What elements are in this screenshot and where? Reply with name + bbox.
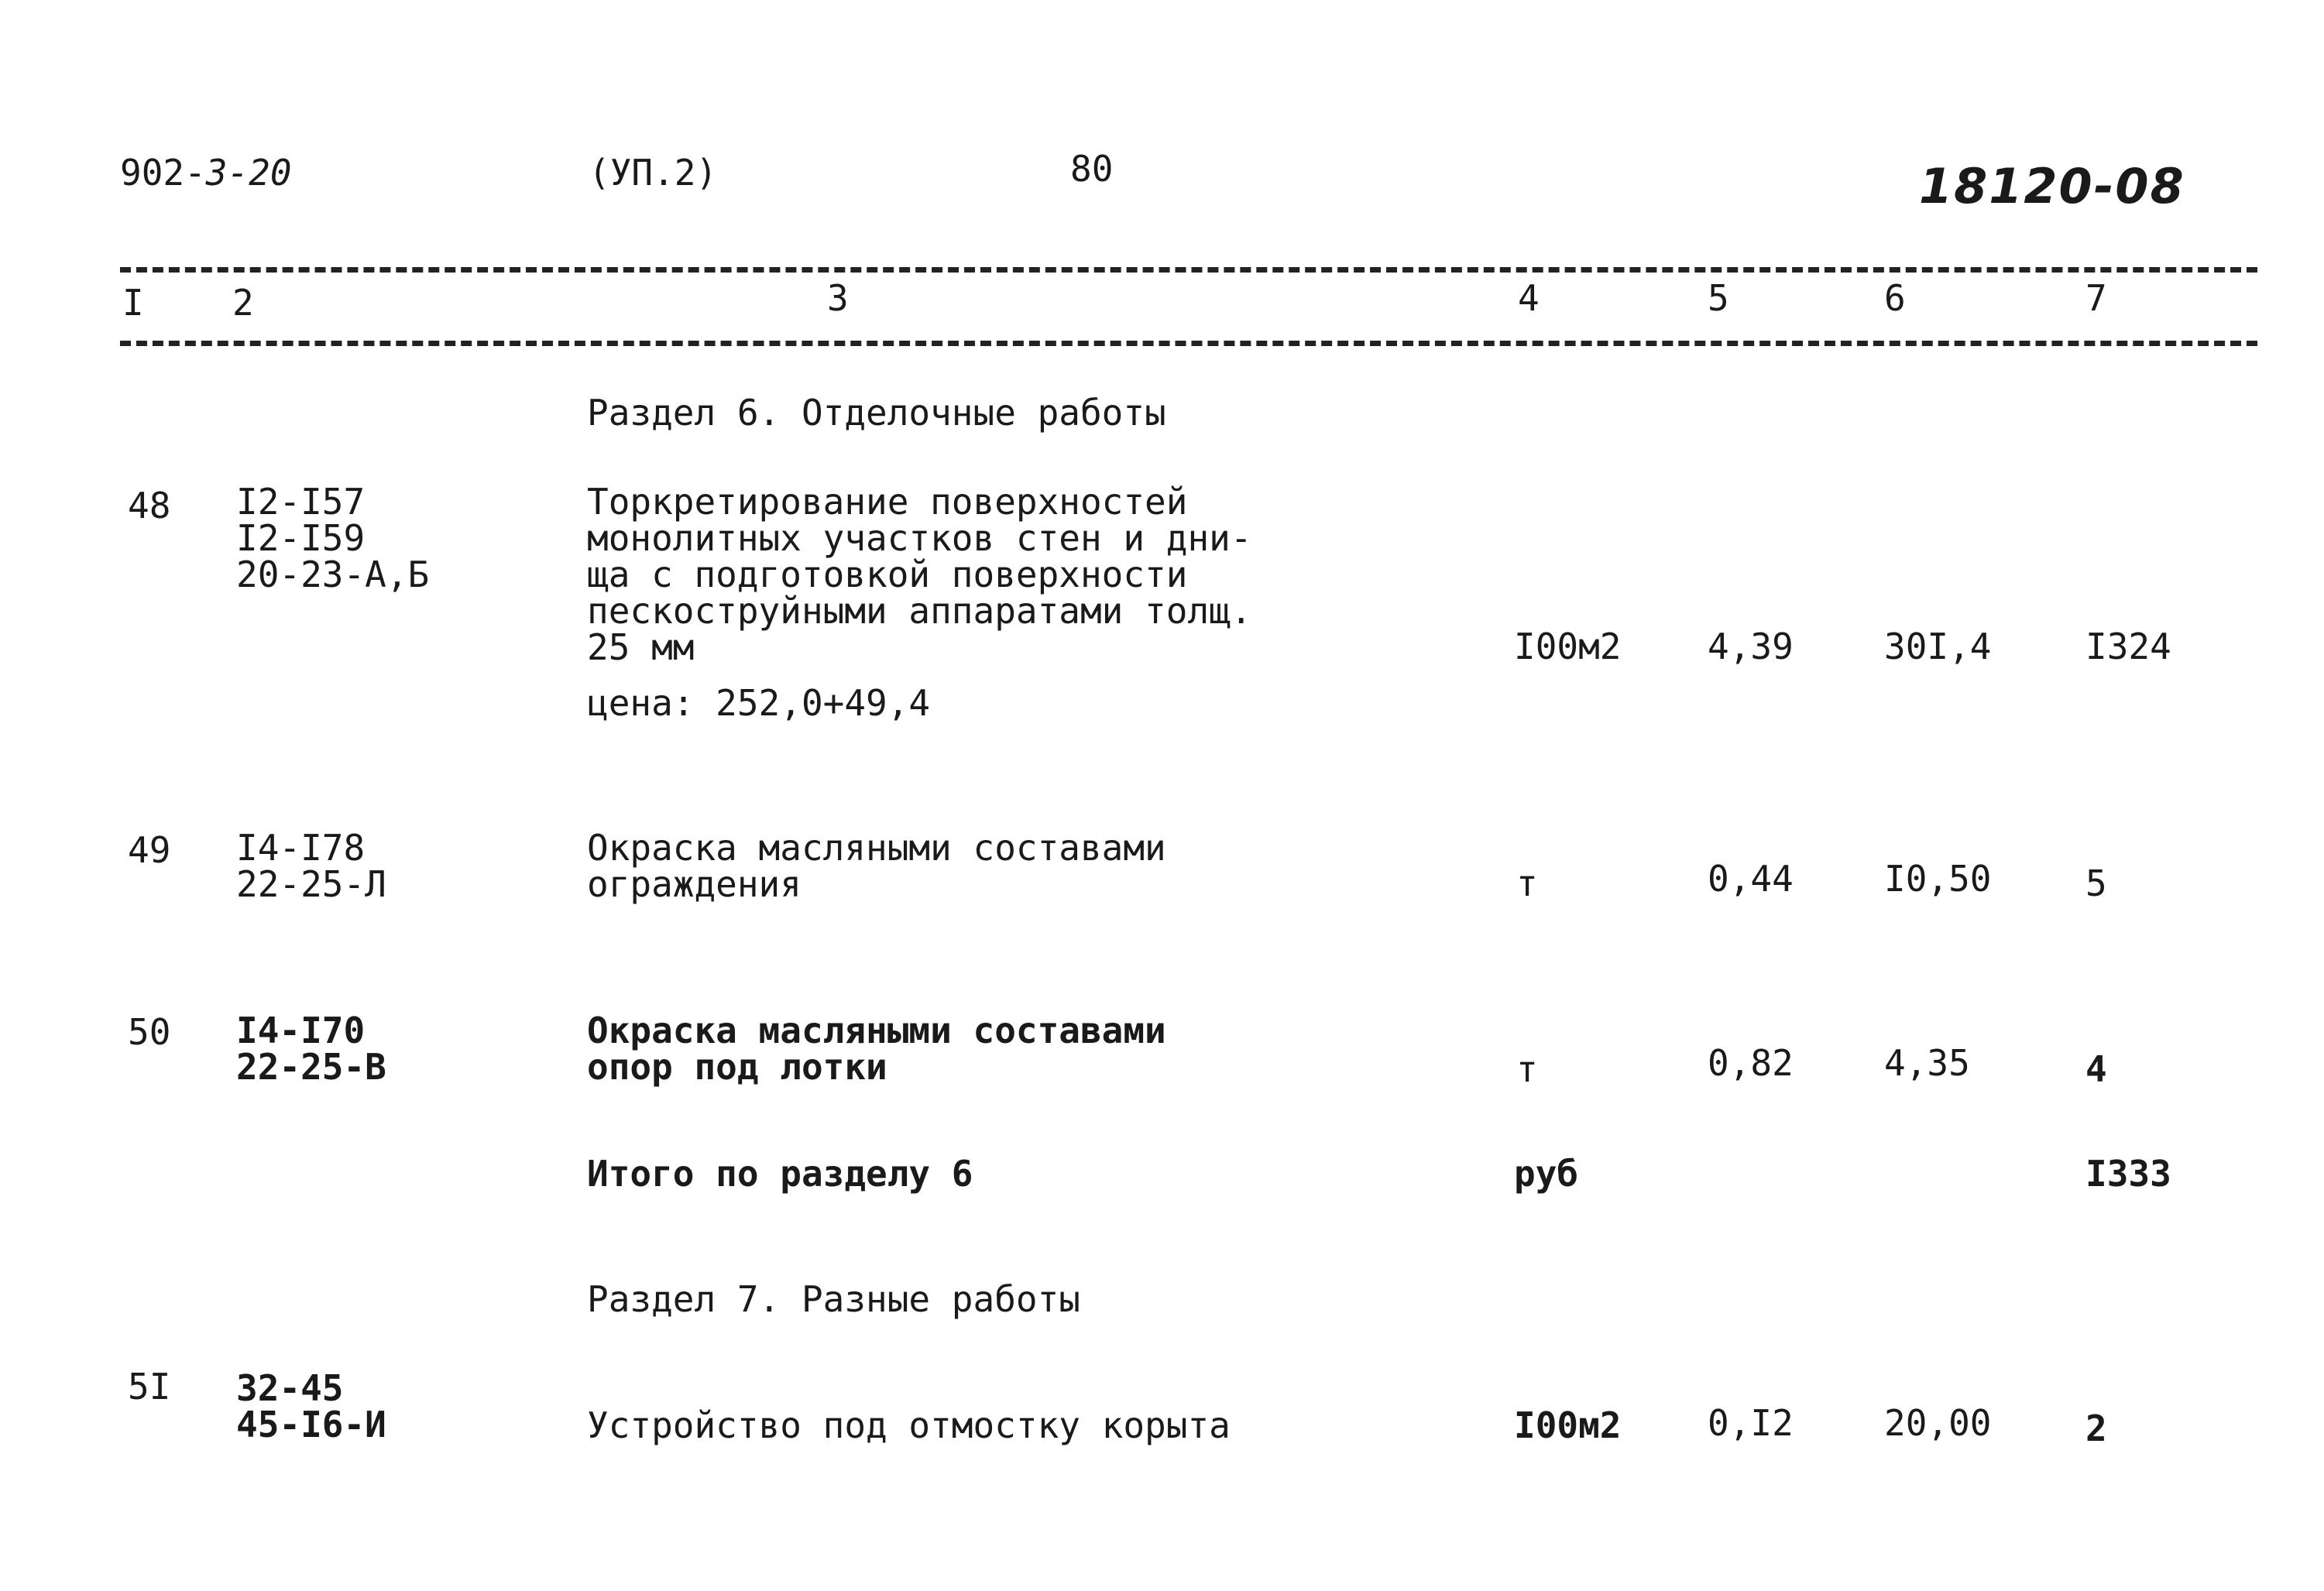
row-51-code-2: 45-I6-И: [236, 1404, 386, 1445]
row-50-desc-line-2: опор под лотки: [587, 1046, 887, 1088]
row-48-number: 48: [128, 485, 171, 526]
row-51-price: 20,00: [1884, 1402, 1992, 1444]
row-49-codes: [236, 827, 386, 905]
row-48-description: [587, 481, 1252, 668]
row-49-number: 49: [128, 829, 171, 871]
document-code: (УП.2): [589, 152, 718, 194]
row-50-code-2: 22-25-В: [236, 1046, 386, 1088]
row-50-price: 4,35: [1884, 1042, 1970, 1084]
page-number: 80: [1070, 148, 1114, 190]
row-50-description: [587, 1010, 1166, 1088]
doc-number-prefix: 902-: [120, 152, 206, 194]
row-51-quantity: 0,I2: [1708, 1402, 1794, 1444]
column-header-5: 5: [1708, 277, 1729, 319]
row-49-description: [587, 827, 1166, 905]
row-48-total: I324: [2085, 626, 2171, 667]
row-48-code-3: 20-23-А,Б: [236, 554, 430, 595]
doc-number: [120, 152, 292, 194]
bottom-dashed-rule: [120, 341, 2257, 346]
row-50-number: 50: [128, 1011, 171, 1053]
row-48-codes: [236, 481, 430, 595]
section-6-title: Раздел 6. Отделочные работы: [587, 392, 1166, 434]
row-48-code-2: I2-I59: [236, 517, 366, 559]
row-48-desc-line-4: пескоструйными аппаратами толщ.: [587, 590, 1252, 632]
column-header-7: 7: [2085, 277, 2107, 319]
row-50-codes: [236, 1010, 386, 1088]
column-header-2: 2: [232, 282, 254, 324]
row-49-price: I0,50: [1884, 858, 1992, 900]
row-51-description: Устройство под отмостку корыта: [587, 1404, 1231, 1446]
row-51-unit: I00м2: [1514, 1404, 1622, 1446]
row-50-quantity: 0,82: [1708, 1042, 1794, 1084]
column-header-6: 6: [1884, 277, 1906, 319]
row-50-unit: т: [1516, 1048, 1538, 1090]
row-48-code-1: I2-I57: [236, 481, 366, 523]
row-48-quantity: 4,39: [1708, 626, 1794, 667]
column-header-1: I: [122, 282, 144, 324]
row-49-code-1: I4-I78: [236, 827, 366, 869]
doc-number-hand: 3-20: [205, 152, 292, 194]
row-48-desc-line-1: Торкретирование поверхностей: [587, 481, 1188, 523]
section-7-title: Раздел 7. Разные работы: [587, 1278, 1080, 1320]
top-dashed-rule: [120, 267, 2257, 273]
row-49-total: 5: [2085, 862, 2107, 904]
row-48-unit: I00м2: [1514, 626, 1622, 667]
section-6-subtotal-unit: руб: [1514, 1153, 1579, 1195]
row-50-code-1: I4-I70: [236, 1010, 366, 1051]
row-48-desc-line-3: ща с подготовкой поверхности: [587, 554, 1188, 595]
column-header-4: 4: [1518, 277, 1540, 319]
section-6-subtotal-label: Итого по разделу 6: [587, 1153, 973, 1195]
row-49-code-2: 22-25-Л: [236, 863, 386, 905]
row-50-total: 4: [2085, 1048, 2107, 1090]
row-51-total: 2: [2085, 1408, 2107, 1449]
row-49-desc-line-2: ограждения: [587, 863, 802, 905]
row-48-price: 30I,4: [1884, 626, 1992, 667]
row-49-desc-line-1: Окраска масляными составами: [587, 827, 1166, 869]
row-51-code-1: 32-45: [236, 1367, 344, 1409]
row-51-codes: [236, 1367, 386, 1445]
row-48-desc-line-2: монолитных участков стен и дни-: [587, 517, 1252, 559]
row-51-number: 5I: [128, 1366, 171, 1408]
row-48-price-note: цена: 252,0+49,4: [587, 682, 931, 724]
row-50-desc-line-1: Окраска масляными составами: [587, 1010, 1166, 1051]
row-49-quantity: 0,44: [1708, 858, 1794, 900]
row-49-unit: т: [1516, 862, 1538, 904]
section-6-subtotal-total: I333: [2085, 1153, 2171, 1195]
column-header-3: 3: [827, 277, 849, 319]
stamp-number: 18120-08: [1919, 158, 2185, 214]
row-48-desc-line-5: 25 мм: [587, 626, 695, 668]
